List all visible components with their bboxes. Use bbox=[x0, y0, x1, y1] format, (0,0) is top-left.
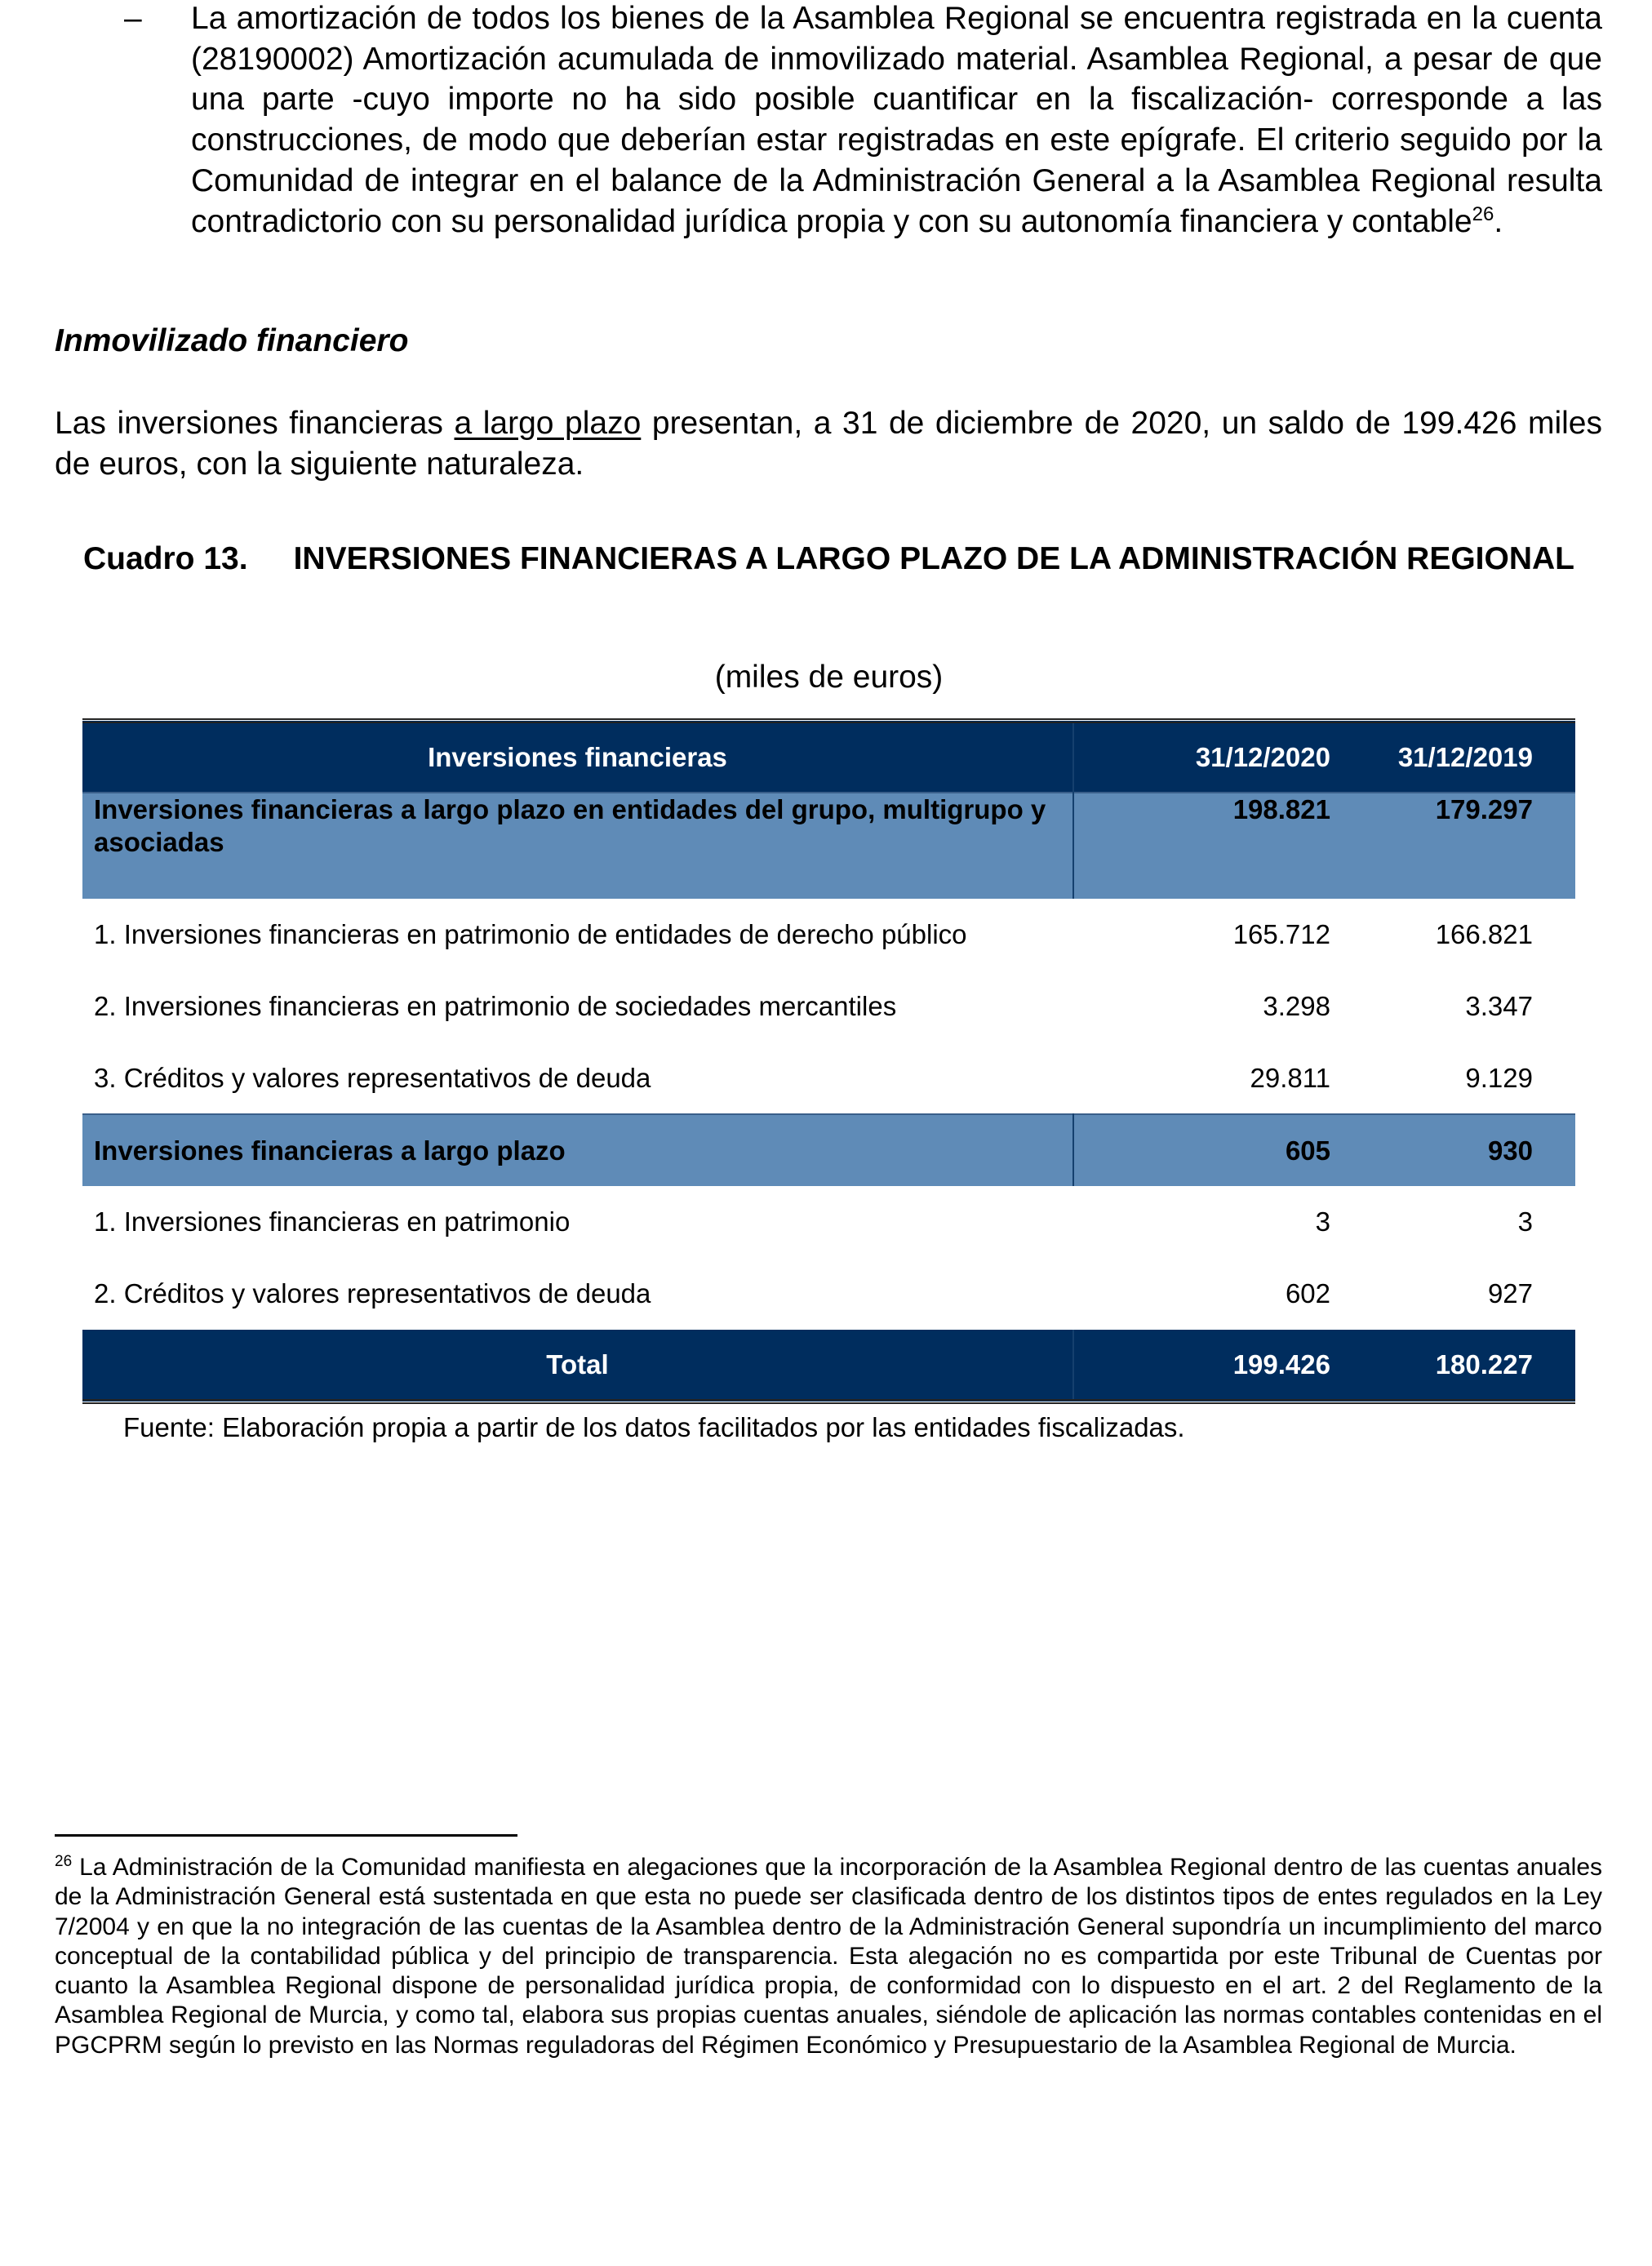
table-row bbox=[82, 1042, 1575, 1114]
table-units: (miles de euros) bbox=[714, 660, 944, 695]
table-row bbox=[82, 971, 1575, 1042]
value-2020: 605 bbox=[1073, 1114, 1373, 1186]
footnote-separator bbox=[55, 1834, 517, 1837]
table-total-row bbox=[82, 1330, 1575, 1402]
body-paragraph bbox=[55, 403, 1602, 484]
row-label: 2. Créditos y valores representativos de deuda bbox=[94, 1278, 651, 1309]
footnote-reference[interactable]: 26 bbox=[1472, 202, 1494, 225]
value-2019: 166.821 bbox=[1435, 919, 1533, 949]
table-header-row bbox=[82, 721, 1575, 793]
table-source: Fuente: Elaboración propia a partir de los datos facilitados por las entidades fiscalizadas. bbox=[123, 1412, 1185, 1442]
paragraph-underlined: a largo plazo bbox=[454, 406, 642, 441]
bullet-end: . bbox=[1494, 203, 1503, 239]
total-label: Total bbox=[82, 1330, 1073, 1402]
column-header: 31/12/2019 bbox=[1397, 742, 1533, 772]
row-label: Inversiones financieras a largo plazo en entidades del grupo, multigrupo y asociadas bbox=[82, 793, 1073, 899]
table-row bbox=[82, 1258, 1575, 1330]
table-row bbox=[82, 1186, 1575, 1258]
row-label: 1. Inversiones financieras en patrimonio bbox=[94, 1206, 571, 1237]
table-group-row bbox=[82, 793, 1575, 899]
value-2020: 602 bbox=[1285, 1278, 1330, 1309]
total-2019: 180.227 bbox=[1435, 1348, 1533, 1380]
row-label: Inversiones financieras a largo plazo bbox=[82, 1114, 1073, 1186]
bullet-marker: – bbox=[124, 1, 142, 36]
value-2019: 9.129 bbox=[1465, 1062, 1533, 1093]
bullet-paragraph bbox=[191, 0, 1602, 242]
footnote bbox=[55, 1853, 1602, 2060]
bullet-text: La amortización de todos los bienes de la Asamblea Regional se encuentra registrada en la cuenta (28190002) Amortización acumulada de inmovilizado material. Asamblea Regional, a pesar de que una parte -cuyo importe no ha sido posible cuantificar en la fiscalización- corresponde a las construcciones, de modo que deberían estar registradas en este epígrafe. El criterio seguido por la Comunidad de integrar en el balance de la Administración General a la Asamblea Regional resulta contradictorio con su personalidad jurídica propia y con su autonomía financiera y contable bbox=[191, 1, 1602, 239]
table-caption bbox=[82, 539, 1575, 580]
value-2020: 198.821 bbox=[1073, 793, 1373, 899]
paragraph-text: Las inversiones financieras bbox=[55, 406, 455, 441]
value-2019: 927 bbox=[1487, 1278, 1533, 1309]
value-2020: 3 bbox=[1315, 1206, 1330, 1237]
value-2020: 165.712 bbox=[1232, 919, 1330, 949]
total-2020: 199.426 bbox=[1232, 1348, 1330, 1380]
value-2019: 3 bbox=[1517, 1206, 1533, 1237]
footnote-text: La Administración de la Comunidad manifiesta en alegaciones que la incorporación de la Asamblea Regional dentro de las cuentas anuales de la Administración General está sustentada en que esta no puede ser clasificada dentro de los distintos tipos de entes regulados en la Ley 7/2004 y en que la no integración de las cuentas de la Asamblea dentro de la Administración General supondría un incumplimiento del marco conceptual de la contabilidad pública y del principio de transparencia. Esta alegación no es compartida por este Tribunal de Cuentas por cuanto la Asamblea Regional dispone de personalidad jurídica propia, de conformidad con lo dispuesto en el art. 2 del Reglamento de la Asamblea Regional de Murcia, y como tal, elabora sus propias cuentas anuales, siéndole de aplicación las normas contables contenidas en el PGCPRM según lo previsto en las Normas reguladoras del Régimen Económico y Presupuestario de la Asamblea Regional de Murcia. bbox=[55, 1854, 1602, 2059]
caption-number: Cuadro 13. bbox=[83, 541, 248, 576]
column-header: 31/12/2020 bbox=[1195, 742, 1330, 772]
paragraph-text-end: presentan, a 31 de diciembre de 2020, un saldo de 199.426 miles de euros, con la siguiente naturaleza. bbox=[55, 406, 1602, 482]
table-group-row bbox=[82, 1114, 1575, 1186]
row-label: 1. Inversiones financieras en patrimonio de entidades de derecho público bbox=[94, 919, 967, 949]
value-2020: 29.811 bbox=[1250, 1062, 1330, 1093]
caption-title: INVERSIONES FINANCIERAS A LARGO PLAZO DE LA ADMINISTRACIÓN REGIONAL bbox=[293, 541, 1574, 576]
row-label: 2. Inversiones financieras en patrimonio de sociedades mercantiles bbox=[94, 991, 897, 1021]
value-2019: 930 bbox=[1373, 1114, 1575, 1186]
value-2020: 3.298 bbox=[1263, 991, 1330, 1021]
value-2019: 179.297 bbox=[1373, 793, 1575, 899]
value-2019: 3.347 bbox=[1465, 991, 1533, 1021]
column-header: Inversiones financieras bbox=[82, 721, 1073, 793]
investments-table bbox=[82, 718, 1575, 1404]
footnote-number: 26 bbox=[55, 1853, 73, 1870]
row-label: 3. Créditos y valores representativos de deuda bbox=[94, 1062, 651, 1093]
table-row bbox=[82, 899, 1575, 971]
section-heading: Inmovilizado financiero bbox=[55, 323, 409, 358]
